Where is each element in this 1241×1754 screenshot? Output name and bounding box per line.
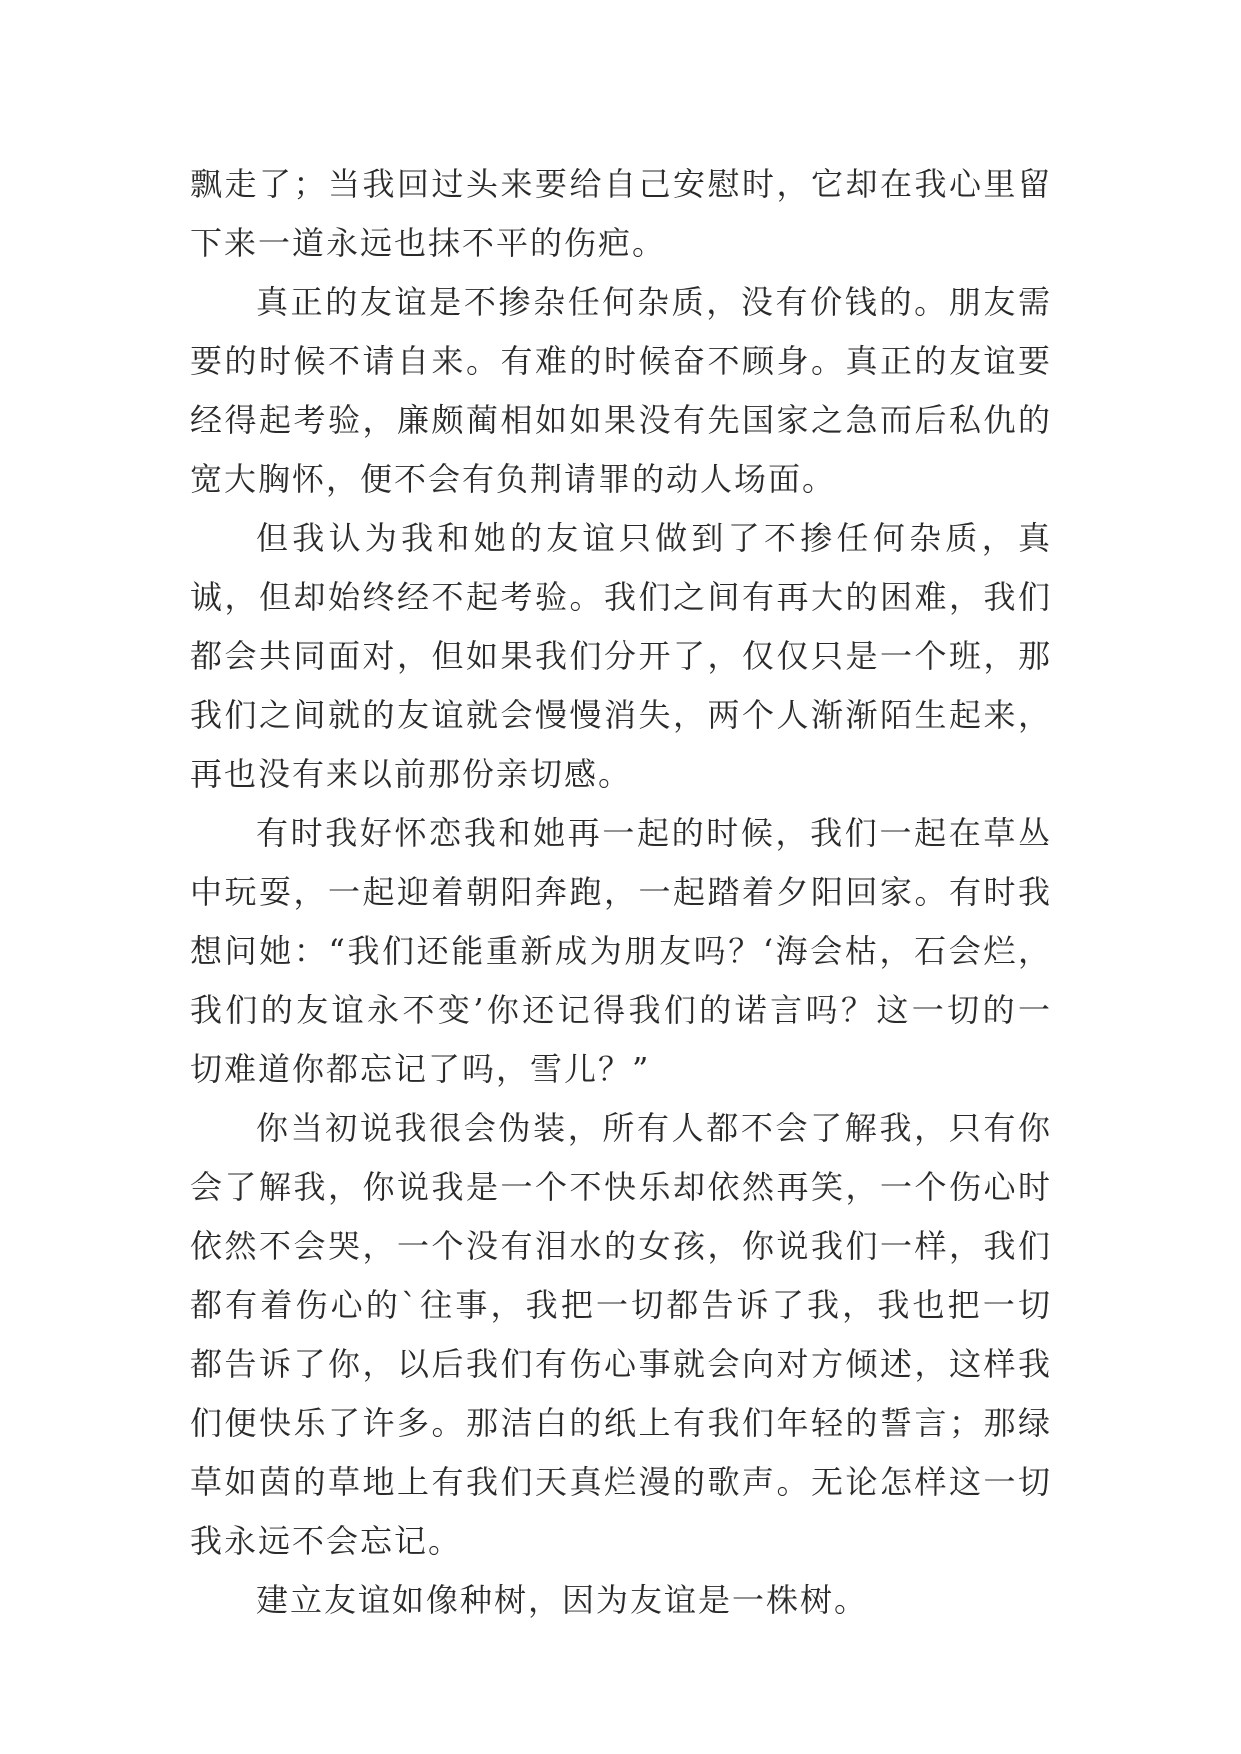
paragraph: 建立友谊如像种树，因为友谊是一株树。 [256,1581,869,1619]
document-body [190,155,1052,1630]
paragraph: 有时我好怀恋我和她再一起的时候，我们一起在草丛中玩耍，一起迎着朝阳奔跑，一起踏着夕阳回家。有时我想问她：“我们还能重新成为朋友吗？‘海会枯，石会烂，我们的友谊永不变’你还记得我们的诺言吗？这一切的一切难道你都忘记了吗，雪儿？” [190,814,1052,1088]
paragraph: 你当初说我很会伪装，所有人都不会了解我，只有你会了解我，你说我是一个不快乐却依然再笑，一个伤心时依然不会哭，一个没有泪水的女孩，你说我们一样，我们都有着伤心的`往事，我把一切都告诉了我，我也把一切都告诉了你，以后我们有伤心事就会向对方倾述，这样我们便快乐了许多。那洁白的纸上有我们年轻的誓言；那绿草如茵的草地上有我们天真烂漫的歌声。无论怎样这一切我永远不会忘记。 [190,1109,1052,1560]
paragraph: 但我认为我和她的友谊只做到了不掺任何杂质，真诚，但却始终经不起考验。我们之间有再大的困难，我们都会共同面对，但如果我们分开了，仅仅只是一个班，那我们之间就的友谊就会慢慢消失，两个人渐渐陌生起来，再也没有来以前那份亲切感。 [190,519,1052,793]
paragraph: 真正的友谊是不掺杂任何杂质，没有价钱的。朋友需要的时候不请自来。有难的时候奋不顾身。真正的友谊要经得起考验，廉颇蔺相如如果没有先国家之急而后私仇的宽大胸怀，便不会有负荆请罪的动人场面。 [190,283,1052,498]
paragraph-continued: 飘走了；当我回过头来要给自己安慰时，它却在我心里留下来一道永远也抹不平的伤疤。 [190,165,1052,262]
